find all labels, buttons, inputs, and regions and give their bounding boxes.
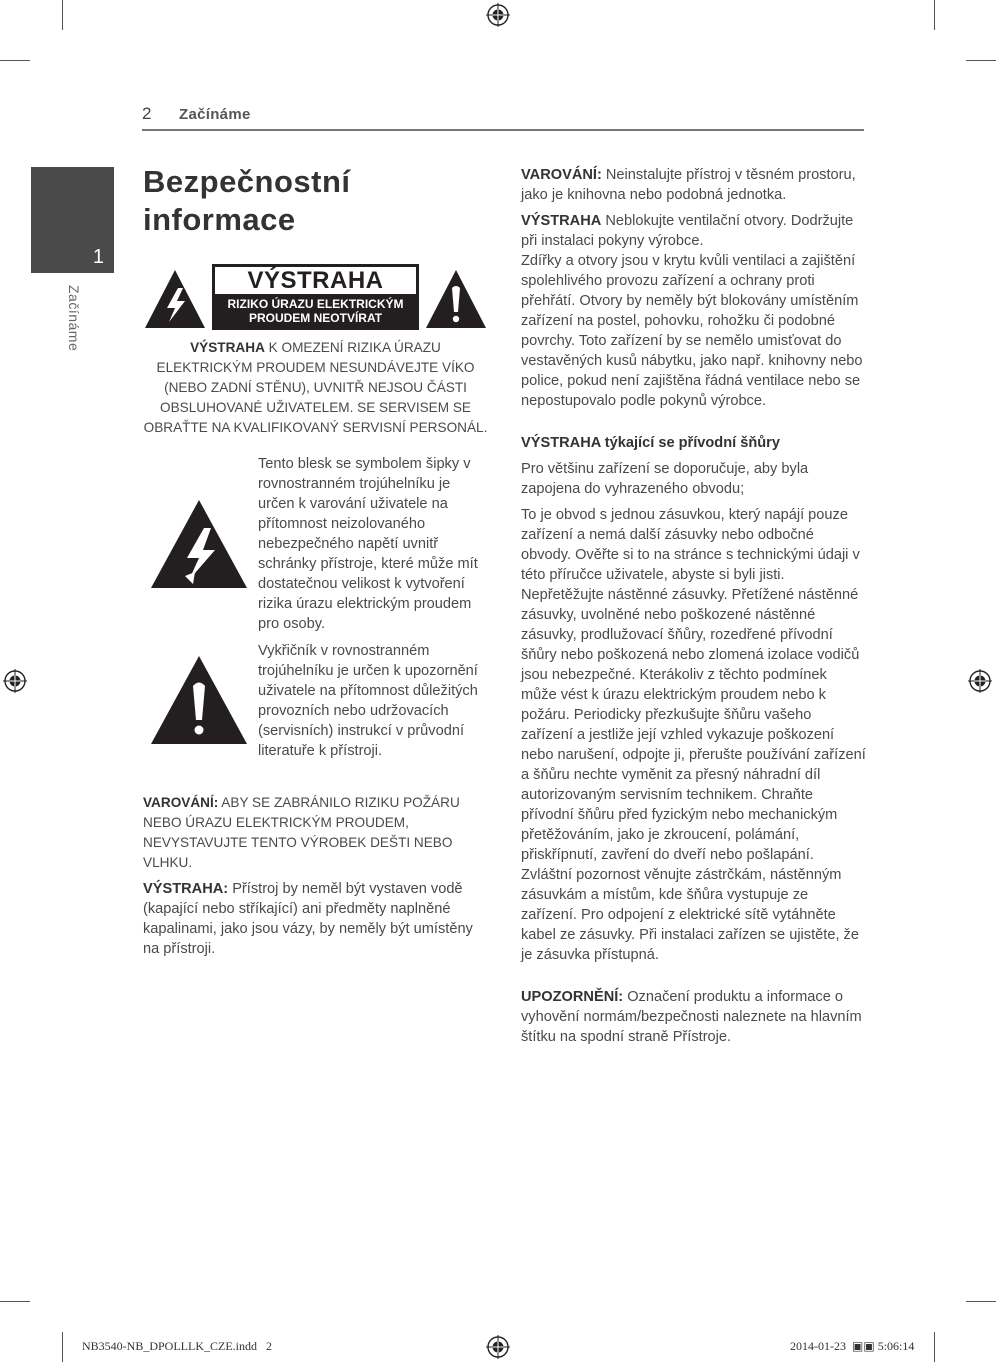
registration-mark-icon — [486, 1335, 510, 1359]
chapter-side-label: Začínáme — [66, 285, 82, 352]
rain-warning: VAROVÁNÍ: ABY SE ZABRÁNILO RIZIKU POŽÁRU NEBO ÚRAZU ELEKTRICKÝM PROUDEM, NEVYSTAVUJTE TENTO VÝROBEK DEŠTI NEBO VLHKU. — [143, 795, 460, 870]
exclamation-symbol-icon — [149, 654, 249, 746]
crop-mark — [62, 1332, 63, 1362]
footer-filename: NB3540-NB_DPOLLLK_CZE.indd 2 — [82, 1339, 272, 1353]
warning-label — [212, 264, 419, 330]
cord-paragraph-1: Pro většinu zařízení se doporučuje, aby byla zapojena do vyhrazeného obvodu; — [521, 461, 809, 497]
right-column — [521, 165, 866, 1047]
crop-mark — [966, 1301, 996, 1302]
chapter-tab — [31, 167, 114, 273]
page-title: Bezpečnostní informace — [143, 164, 351, 237]
registration-mark-icon — [968, 669, 992, 693]
cord-paragraph-2: To je obvod s jednou zásuvkou, který napájí pouze zařízení a nemá další zásuvky nebo odbočné obvody. Ověřte si to na stránce s technickými údaji v této příručce uživatele, abyste si byli jisti. Nepřetěžujte nástěnné zásuvky. Přetížené nástěnné zásuvky, uvolněné nebo poškozené nástěnné zásuvky, prodlužovací šňůry, rozedřené přívodní šňůry nebo poškozená nebo zlomená izolace vodičů jsou nebezpečné. Kterákoliv z těchto podmínek může vést k úrazu elektrickým proudem nebo k požáru. Periodicky přezkušujte šňůru vašeho zařízení a jestliže její vzhled vykazuje poškození nebo narušení, odpojte ji, přerušte používání zařízení a šňůru nechte vyměnit za přesný náhradní díl autorizovaným servisním technikem. Chraňte přívodní šňůru před fyzickým nebo mechanickým přetěžováním, jako je zkroucení, polámání, přiskřípnutí, zavření do dveří nebo pošlapání. Zvláštní pozornost věnujte zástrčkám, nástěnným zásuvkám a místům, kde šňůra vystupuje ze zařízení. Pro odpojení z elektrické sítě vytáhněte kabel ze zásuvky. Při instalaci zařízen se ujistěte, že je zásuvka přístupná. — [521, 507, 866, 963]
crop-mark — [966, 60, 996, 61]
ventilation-warning: VÝSTRAHA Neblokujte ventilační otvory. Dodržujte při instalaci pokyny výrobce. — [521, 213, 854, 249]
registration-mark-icon — [3, 669, 27, 693]
lightning-symbol-text: Tento blesk se symbolem šipky v rovnostranném trojúhelníku je určen k varování uživatele na přítomnost neizolovaného nebezpečného napětí uvnitř schránky přístroje, které může mít dostatečnou velikost k vytvoření rizika úrazu elektrickým proudem pro osoby. — [258, 456, 478, 632]
ventilation-body: Zdířky a otvory jsou v krytu kvůli ventilaci a zajištění spolehlivého provozu zařízení a ochrany proti přehřátí. Otvory by neměly být blokovány umístěním zařízení na postel, pohovku, rohožku či podobné povrchy. Toto zařízení by se nemělo umisťovat do vestavěných kusů nábytku, jako např. knihovny nebo police, pokud není zajištěna řádná ventilace nebo se nepostupovalo podle pokynů výrobce. — [521, 253, 863, 409]
warning-label-heading: VÝSTRAHA — [215, 267, 416, 294]
crop-mark — [934, 0, 935, 30]
lightning-warning-icon — [143, 268, 207, 330]
page-number: 2 — [142, 104, 152, 123]
footer-timestamp: 2014-01-23 ▣▣ 5:06:14 — [790, 1339, 915, 1353]
exclamation-warning-icon — [424, 268, 488, 330]
crop-mark — [0, 1301, 30, 1302]
crop-mark — [934, 1332, 935, 1362]
installation-warning: VAROVÁNÍ: Neinstalujte přístroj v těsném prostoru, jako je knihovna nebo podobná jednotka. — [521, 167, 856, 203]
product-notice: UPOZORNĚNÍ: Označení produktu a informace o vyhovění normám/bezpečnosti naleznete na hlavním štítku na spodní straně Přístroje. — [521, 989, 862, 1045]
crop-mark — [0, 60, 30, 61]
crop-mark — [62, 0, 63, 30]
header-rule — [142, 129, 864, 131]
running-header: Začínáme — [179, 106, 251, 123]
cord-heading: VÝSTRAHA týkající se přívodní šňůry — [521, 435, 780, 451]
chapter-number: 1 — [92, 246, 104, 268]
lightning-symbol-icon — [149, 498, 249, 590]
water-warning: VÝSTRAHA: Přístroj by neměl být vystaven vodě (kapající nebo stříkající) ani předměty naplněné kapalinami, jako jsou vázy, by neměly být umístěny na přístroji. — [143, 881, 473, 957]
exclamation-symbol-text: Vykřičník v rovnostranném trojúhelníku je určen k upozornění uživatele na přítomnost důležitých provozních nebo udržovacích (servisních) instrukcí v průvodní literatuře k přístroji. — [258, 643, 478, 759]
left-warnings — [143, 793, 491, 965]
caution-block: VÝSTRAHA K OMEZENÍ RIZIKA ÚRAZU ELEKTRICKÝM PROUDEM NESUNDÁVEJTE VÍKO (NEBO ZADNÍ STĚNU), UVNITŘ NEJSOU ČÁSTI OBSLUHOVANÉ UŽIVATELEM. SE SERVISEM SE OBRAŤTE NA KVALIFIKOVANÝ SERVISNÍ PERSONÁL. — [143, 340, 488, 435]
registration-mark-icon — [486, 3, 510, 27]
warning-label-subtext: RIZIKO ÚRAZU ELEKTRICKÝM PROUDEM NEOTVÍRAT — [227, 297, 404, 325]
